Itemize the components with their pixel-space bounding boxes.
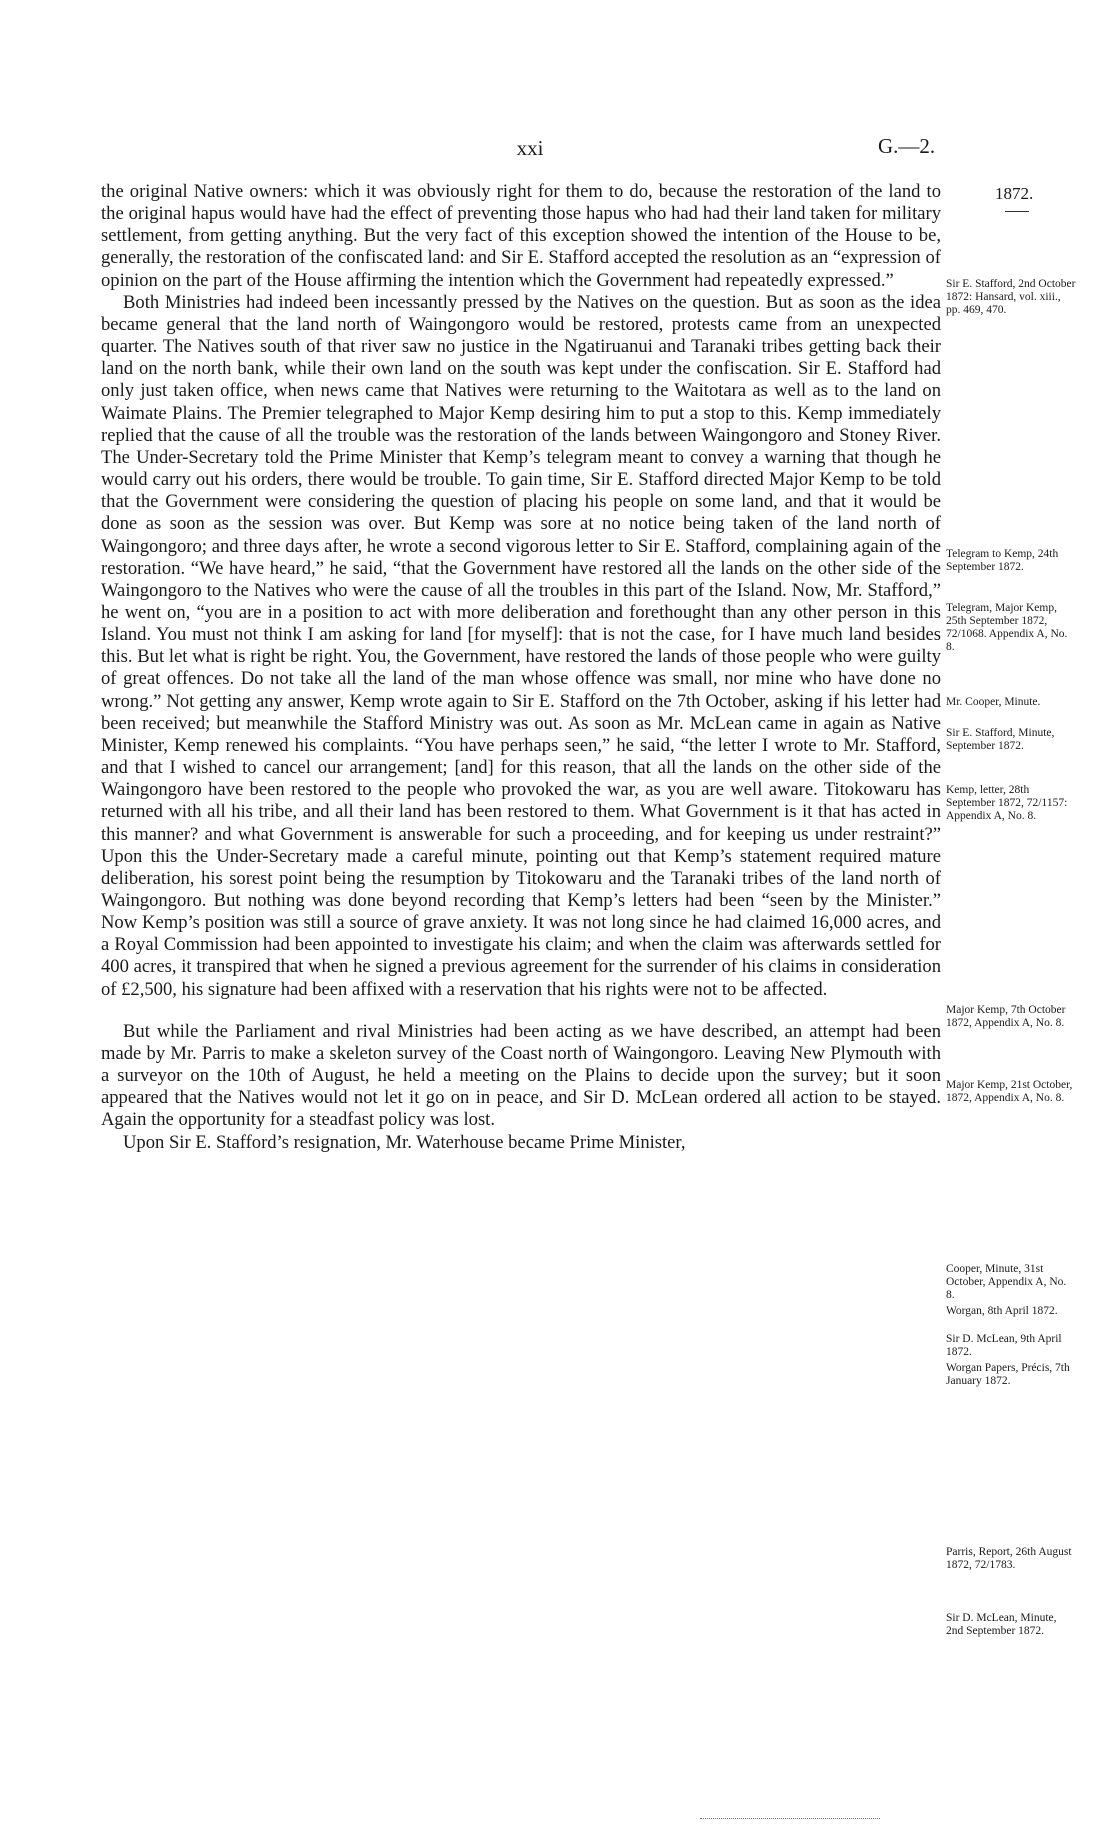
year-marker: 1872.	[995, 184, 1034, 203]
paragraph: Both Ministries had indeed been incessantly pressed by the Natives on the question. But as soon as the idea became general that the land north of Waingongoro would be restored, protests came from an unexpected quarter. The Natives south of that river saw no justice in the Ngatiruanui and Taranaki tribes getting back their land on the north bank, while their own land on the south was kept under the confiscation. Sir E. Stafford had only just taken office, when news came that Natives were returning to the Waitotara as well as to the land on Waimate Plains. The Premier telegraphed to Major Kemp desiring him to put a stop to this. Kemp immediately replied that the cause of all the trouble was the restoration of the lands between Waingongoro and Stoney River. The Under-Secretary told the Prime Minister that Kemp’s telegram meant to convey a warning that though he would carry out his orders, there would be trouble. To gain time, Sir E. Stafford directed Major Kemp to be told that the Government were considering the question of placing his people on some land, and that it would be done as soon as the session was over. But Kemp was sore at no notice being taken of the land north of Waingongoro; and three days after, he wrote a second vigorous letter to Sir E. Stafford, complaining again of the restoration. “We have heard,” he said, “that the Government have restored all the lands on the other side of the Waingongoro to the Natives who were the cause of all the troubles in this part of the Island. Now, Mr. Stafford,” he went on, “you are in a position to act with more deliberation and forethought than any other person in this Island. You must not think I am asking for land [for myself]: that is not the case, for I have much land besides this. But let what is right be right. You, the Government, have restored the lands of those people who were guilty of great offences. Do not take all the land of the man whose offence was small, nor mine who have done no wrong.” Not getting any answer, Kemp wrote again to Sir E. Stafford on the 7th October, asking if his letter had been received; but meanwhile the Stafford Ministry was out. As soon as Mr. McLean came in again as Native Minister, Kemp renewed his complaints. “You have perhaps seen,” he said, “the letter I wrote to Mr. Stafford, and that I wished to cancel our arrangement; [and] for this reason, that all the lands on the other side of the Waingongoro have been restored to the people who provoked the war, as you are well aware. Titokowaru has returned with all his tribe, and all their land has been restored to them. What Government is it that has acted in this manner? and what Government is answerable for such a proceeding, and for keeping us under restraint?” Upon this the Under-Secretary made a careful minute, pointing out that Kemp’s statement required mature deliberation, his sorest point being the resumption by Titokowaru and the Taranaki tribes of the land north of Waingongoro. But nothing was done beyond recording that Kemp’s letters had been “seen by the Minister.” Now Kemp’s position was still a source of grave anxiety. It was not long since he had claimed 16,000 acres, and a Royal Commission had been appointed to investigate his claim; and when the claim was afterwards settled for 400 acres, it transpired that when he signed a previous agreement for the surrender of his claims in consideration of £2,500, his signature had been affixed with a reservation that his rights were not to be affected.	[101, 291, 941, 1000]
margin-note: Telegram, Major Kemp, 25th September 1872, 72/1068. Appendix A, No. 8.	[946, 602, 1068, 653]
margin-note: Sir D. McLean, Minute, 2nd September 1872.	[946, 1612, 1057, 1637]
paragraph-continuation: the original Native owners: which it was obviously right for them to do, because the restoration of the land to the original hapus would have had the effect of preventing those hapus who had had their land taken for military settlement, from getting anything. But the very fact of this exception showed the intention of the House to be, generally, the restoration of the confiscated land: and Sir E. Stafford accepted the resolution as an “expression of opinion on the part of the House affirming the intention which the Government had repeatedly expressed.”	[101, 181, 941, 291]
margin-note: Kemp, letter, 28th September 1872, 72/1157: Appendix A, No. 8.	[946, 784, 1068, 822]
margin-note: Major Kemp, 21st October, 1872, Appendix A, No. 8.	[946, 1079, 1073, 1104]
bottom-dotted-rule	[700, 1818, 880, 1819]
margin-note: Major Kemp, 7th October 1872, Appendix A, No. 8.	[946, 1004, 1066, 1029]
margin-note: Parris, Report, 26th August 1872, 72/1783.	[946, 1546, 1072, 1571]
margin-note: Cooper, Minute, 31st October, Appendix A, No. 8.	[946, 1263, 1067, 1301]
margin-note: Worgan, 8th April 1872.	[946, 1305, 1058, 1317]
body-text	[101, 181, 941, 1154]
page-number: xxi	[516, 136, 544, 160]
paragraph: Upon Sir E. Stafford’s resignation, Mr. Waterhouse became Prime Minister,	[123, 1131, 686, 1153]
year-rule	[1005, 211, 1029, 212]
margin-note: Sir E. Stafford, 2nd October 1872: Hansard, vol. xiii., pp. 469, 470.	[946, 278, 1076, 316]
document-reference: G.—2.	[878, 134, 936, 158]
margin-note: Sir E. Stafford, Minute, September 1872.	[946, 727, 1055, 752]
margin-note: Telegram to Kemp, 24th September 1872.	[946, 548, 1059, 573]
margin-note: Mr. Cooper, Minute.	[946, 696, 1041, 708]
margin-note: Worgan Papers, Précis, 7th January 1872.	[946, 1362, 1070, 1387]
margin-note: Sir D. McLean, 9th April 1872.	[946, 1333, 1062, 1358]
paragraph: But while the Parliament and rival Ministries had been acting as we have described, an attempt had been made by Mr. Parris to make a skeleton survey of the Coast north of Waingongoro. Leaving New Plymouth with a surveyor on the 10th of August, he held a meeting on the Plains to decide upon the survey; but it soon appeared that the Natives would not let it go on in peace, and Sir D. McLean ordered all action to be stayed. Again the opportunity for a steadfast policy was lost.	[101, 1020, 941, 1131]
